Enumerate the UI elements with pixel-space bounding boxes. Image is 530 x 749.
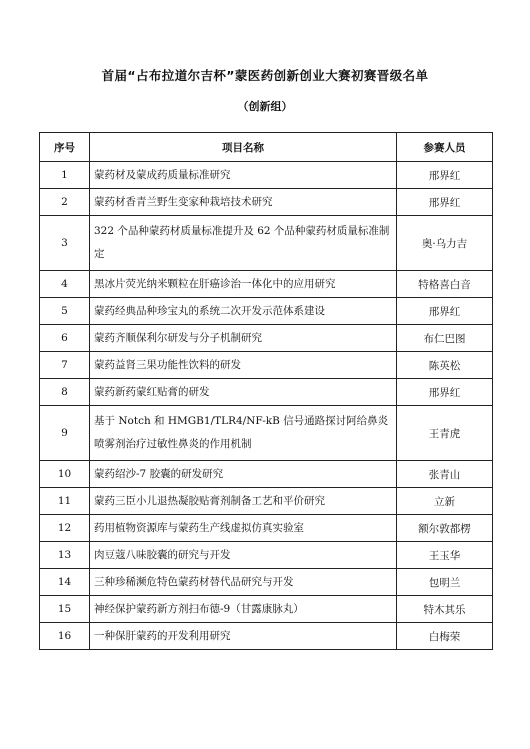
header-project: 项目名称 [90, 133, 397, 162]
row-participants: 张青山 [397, 461, 493, 488]
row-number: 11 [40, 488, 90, 515]
row-project: 蒙药三臣小儿退热凝胶贴膏剂制备工艺和平价研究 [90, 488, 397, 515]
table-row [40, 189, 493, 216]
table-row [40, 461, 493, 488]
table-row [40, 325, 493, 352]
row-project: 药用植物资源库与蒙药生产线虚拟仿真实验室 [90, 515, 397, 542]
row-number: 9 [40, 406, 90, 461]
table-row [40, 216, 493, 271]
table-row [40, 542, 493, 569]
row-number: 16 [40, 623, 90, 650]
row-participants: 邢界红 [397, 379, 493, 406]
table-row [40, 596, 493, 623]
row-participants: 额尔敦都楞 [397, 515, 493, 542]
row-number: 13 [40, 542, 90, 569]
row-number: 7 [40, 352, 90, 379]
row-project: 蒙药材香青兰野生变家种栽培技术研究 [90, 189, 397, 216]
table-row [40, 271, 493, 298]
row-project: 基于 Notch 和 HMGB1/TLR4/NF-kB 信号通路探讨阿给鼻炎喷雾剂治疗过敏性鼻炎的作用机制 [90, 406, 397, 461]
header-participants: 参赛人员 [397, 133, 493, 162]
finalists-table [39, 132, 493, 650]
table-row [40, 162, 493, 189]
table-row [40, 623, 493, 650]
table-row [40, 569, 493, 596]
row-project: 三种珍稀濒危特色蒙药材替代品研究与开发 [90, 569, 397, 596]
row-participants: 布仁巴图 [397, 325, 493, 352]
table-row [40, 352, 493, 379]
table-row [40, 379, 493, 406]
header-number: 序号 [40, 133, 90, 162]
row-number: 1 [40, 162, 90, 189]
row-number: 2 [40, 189, 90, 216]
row-project: 一种保肝蒙药的开发利用研究 [90, 623, 397, 650]
document-subtitle: （创新组） [237, 100, 293, 113]
row-participants: 邢界红 [397, 189, 493, 216]
row-project: 黑冰片荧光纳米颗粒在肝癌诊治一体化中的应用研究 [90, 271, 397, 298]
table-header-row [40, 133, 493, 162]
table-row [40, 488, 493, 515]
row-number: 12 [40, 515, 90, 542]
row-participants: 邢界红 [397, 162, 493, 189]
row-number: 3 [40, 216, 90, 271]
row-project: 蒙药齐顺保利尔研发与分子机制研究 [90, 325, 397, 352]
row-number: 15 [40, 596, 90, 623]
row-number: 4 [40, 271, 90, 298]
row-project: 322 个品种蒙药材质量标准提升及 62 个品种蒙药材质量标准制定 [90, 216, 397, 271]
row-participants: 邢界红 [397, 298, 493, 325]
row-participants: 特格喜白音 [397, 271, 493, 298]
table-row [40, 298, 493, 325]
row-participants: 陈英松 [397, 352, 493, 379]
row-participants: 奥·乌力吉 [397, 216, 493, 271]
row-participants: 立新 [397, 488, 493, 515]
row-number: 14 [40, 569, 90, 596]
row-number: 10 [40, 461, 90, 488]
row-project: 蒙药经典品种珍宝丸的系统二次开发示范体系建设 [90, 298, 397, 325]
row-project: 肉豆蔻八味胶囊的研究与开发 [90, 542, 397, 569]
row-project: 蒙药新药蒙红贴膏的研发 [90, 379, 397, 406]
document-title: 首届“占布拉道尔吉杯”蒙医药创新创业大赛初赛晋级名单 [101, 68, 429, 83]
table-row [40, 406, 493, 461]
row-project: 蒙药材及蒙成药质量标准研究 [90, 162, 397, 189]
row-number: 5 [40, 298, 90, 325]
row-number: 8 [40, 379, 90, 406]
row-participants: 王玉华 [397, 542, 493, 569]
row-number: 6 [40, 325, 90, 352]
row-project: 神经保护蒙药新方剂扫布德-9（甘露康脉丸） [90, 596, 397, 623]
row-participants: 王青虎 [397, 406, 493, 461]
row-participants: 特木其乐 [397, 596, 493, 623]
table-row [40, 515, 493, 542]
row-project: 蒙药绍沙-7 胶囊的研发研究 [90, 461, 397, 488]
row-participants: 包明兰 [397, 569, 493, 596]
row-project: 蒙药益肾三果功能性饮料的研发 [90, 352, 397, 379]
row-participants: 白梅荣 [397, 623, 493, 650]
